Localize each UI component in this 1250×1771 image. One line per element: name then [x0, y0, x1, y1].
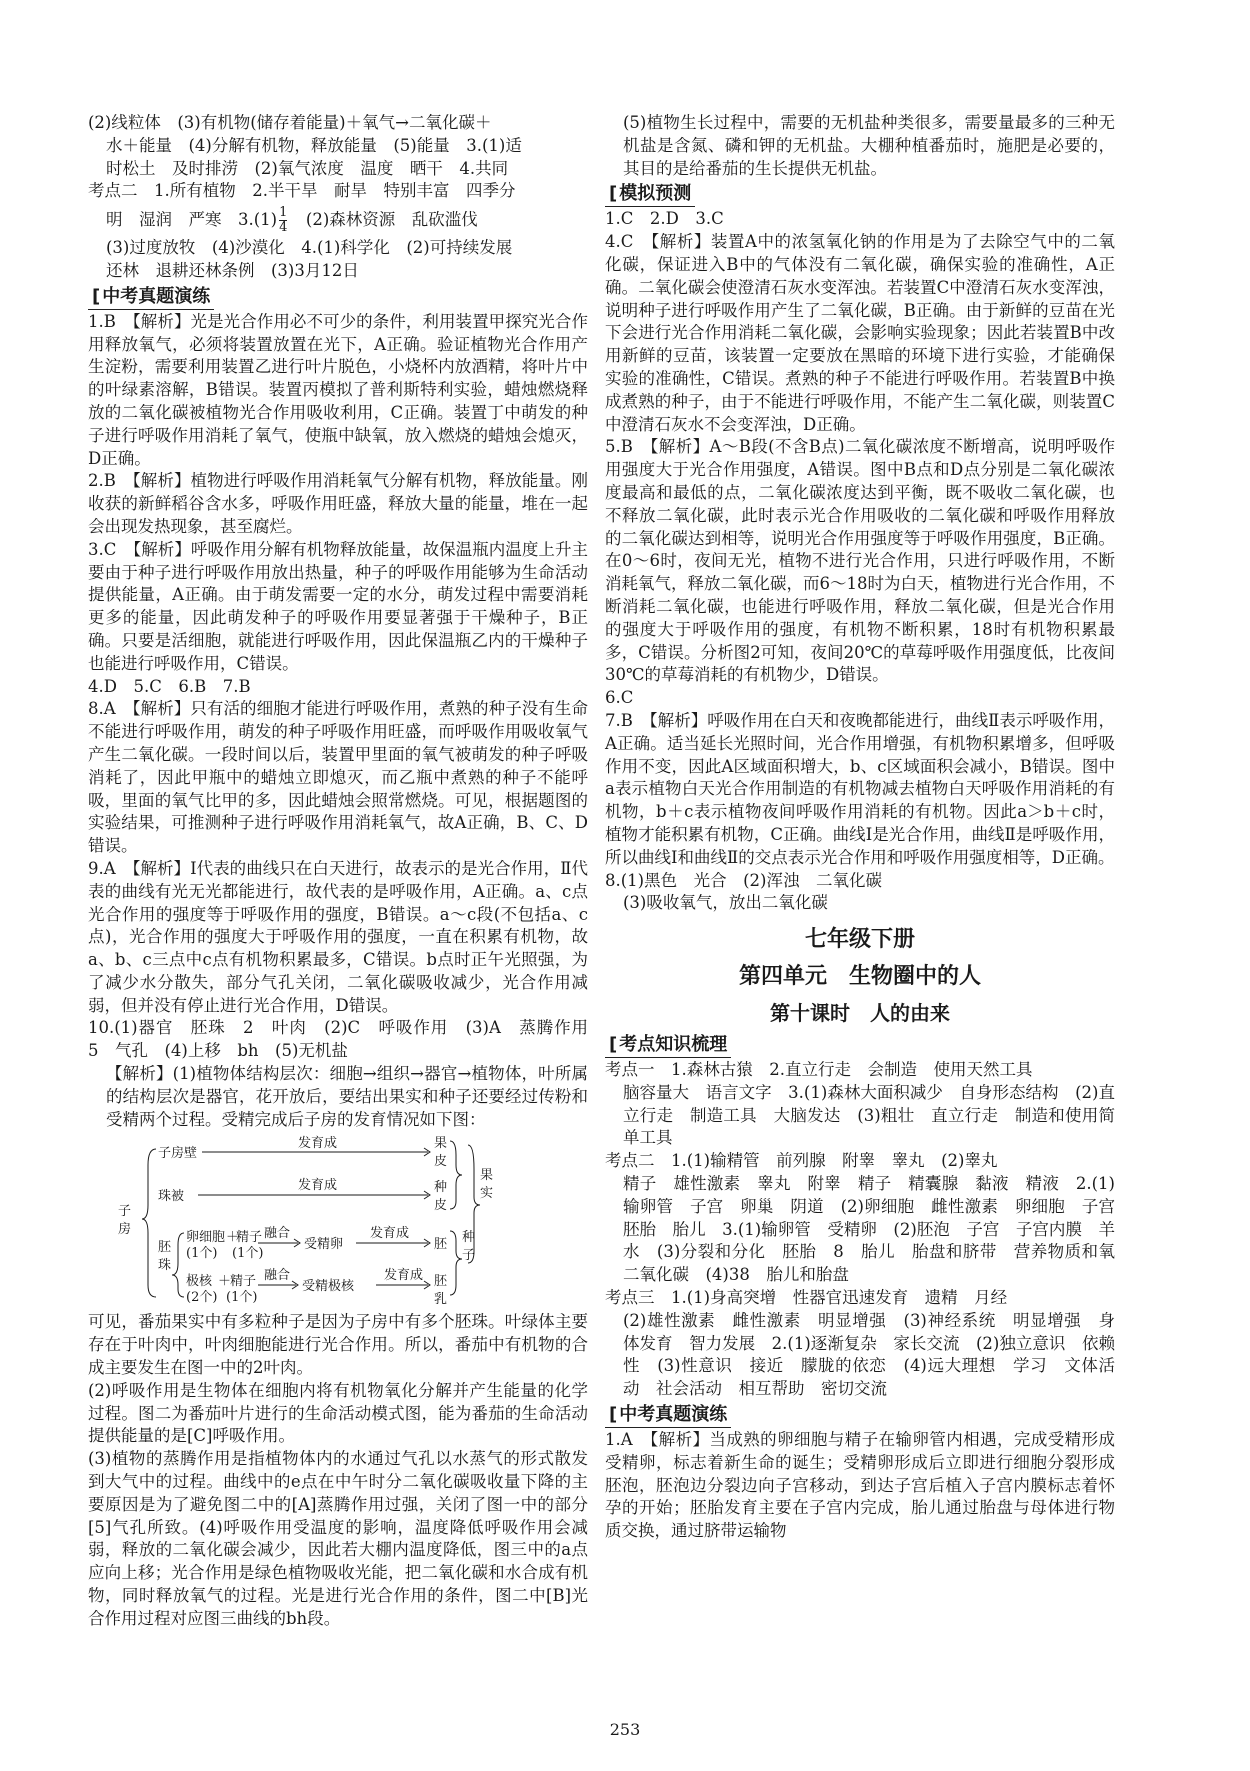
answer: 2.B 【解析】植物进行呼吸作用消耗氧气分解有机物，释放能量。刚收获的新鲜稻谷含水多，呼吸作用旺盛，释放大量的能量，堆在一起会出现发热现象，甚至腐烂。 [88, 471, 588, 536]
section-header-kaodian: [ 考点知识梳理 [605, 1033, 731, 1058]
diagram-label: 受精卵 [304, 1237, 344, 1253]
diagram-label: (1个) [186, 1246, 218, 1262]
left-column [88, 112, 605, 1631]
diagram-label: 子房壁 [158, 1146, 198, 1162]
lesson-title: 第十课时 人的由来 [770, 1001, 950, 1026]
answer: 1.B 【解析】光是光合作用必不可少的条件，利用装置甲探究光合作用释放氧气，必须将装置放置在光下，A正确。验证植物光合作用产生淀粉，需要利用装置乙进行叶片脱色，小烧杯内放酒精，将叶片中的叶绿素溶解，B错误。装置丙模拟了普利斯特利实验，蜡烛燃烧释放的二氧化碳被植物光合作用吸收利用，C正确。装置丁中萌发的种子进行呼吸作用消耗了氧气，使瓶中缺氧，放入燃烧的蜡烛会熄灭，D正确。 [88, 311, 588, 468]
answer: 9.A 【解析】Ⅰ代表的曲线只在白天进行，故表示的是光合作用，Ⅱ代表的曲线有光无光都能进行，故代表的是呼吸作用，A正确。a、c点光合作用的强度等于呼吸作用的强度，B错误。a～c段(不包括a、c点)，光合作用的强度大于呼吸作用的强度，一直在积累有机物，故a、b、c三点中c点有机物积累最多，C错误。b点时正午光照强，为了减少水分散失，部分气孔关闭，二氧化碳吸收减少，光合作用减弱，但并没有停止进行光合作用，D错误。 [88, 858, 588, 1015]
fraction: $\frac{1}{4}$ [279, 205, 288, 236]
diagram-label: 房 [118, 1222, 132, 1238]
page-number: 253 [609, 1720, 641, 1739]
answer: 4.D 5.C 6.B 7.B [88, 676, 251, 696]
answer: 5.B 【解析】A～B段(不含B点)二氧化碳浓度不断增高，说明呼吸作用强度大于光合作用强度，A错误。图中B点和D点分别是二氧化碳浓度最高和最低的点，二氧化碳浓度达到平衡，既不吸收二氧化碳，也不释放二氧化碳，此时表示光合作用吸收的二氧化碳和呼吸作用释放的二氧化碳达到相等，说明光合作用强度等于呼吸作用强度，B正确。在0～6时，夜间无光，植物不进行光合作用，只进行呼吸作用，不断消耗氧气，释放二氧化碳，而6～18时为白天，植物进行光合作用，不断消耗二氧化碳，也能进行呼吸作用，释放二氧化碳，但是光合作用的强度大于呼吸作用的强度，有机物不断积累，18时有机物积累最多，C错误。分析图2可知，夜间20℃的草莓呼吸作用强度低，比夜间30℃的草莓消耗的有机物少，D错误。 [605, 437, 1115, 685]
section-header-zhongkao: [ 中考真题演练 [88, 285, 214, 310]
diagram-label: (1个) [226, 1290, 258, 1306]
answer: 3.C 【解析】呼吸作用分解有机物释放能量，故保温瓶内温度上升主要由于种子进行呼吸作用放出热量，种子的呼吸作用能够为生命活动提供能量，A正确。由于萌发需要一定的水分，萌发过程中需要消耗更多的能量，因此萌发种子的呼吸作用要显著强于干燥种子，B正确。只要是活细胞，就能进行呼吸作用，因此保温瓶乙内的干燥种子也能进行呼吸作用，C错误。 [88, 539, 588, 673]
diagram-label: 胚 [434, 1237, 448, 1253]
diagram-label: 融合 [264, 1268, 291, 1284]
answer: 1.A 【解析】当成熟的卵细胞与精子在输卵管内相遇，完成受精形成受精卵，标志着新生命的诞生；受精卵形成后立即进行细胞分裂形成胚泡，胚泡边分裂边向子宫移动，到达子宫后植入子宫内膜标志着怀孕的开始；胚胎发育主要在子宫内完成，胎儿通过胎盘与母体进行物质交换，通过脐带运输物 [605, 1430, 1115, 1541]
answer: 6.C [605, 688, 634, 708]
kd-line: 考点二 1.(1)输精管 前列腺 附睾 睾丸 (2)睾丸 [605, 1151, 998, 1171]
section-header-zhongkao: [ 中考真题演练 [605, 1403, 731, 1428]
diagram-label: 子 [462, 1248, 476, 1264]
ovary-development-diagram [118, 1135, 558, 1307]
kd-line: 考点三 1.(1)身高突增 性器官迅速发育 遗精 月经 [605, 1288, 1008, 1308]
unit-title: 第四单元 生物圈中的人 [738, 964, 981, 990]
diagram-label: 果 [434, 1136, 448, 1152]
diagram-label: 精子 [230, 1274, 257, 1290]
diagram-label: 发育成 [370, 1226, 410, 1242]
answer: (5)植物生长过程中，需要的无机盐种类很多，需要量最多的三种无机盐是含氮、磷和钾的无机盐。大棚种植番茄时，施肥是必要的，其目的是给番茄的生长提供无机盐。 [623, 113, 1115, 178]
diagram-label: 胚 [158, 1240, 172, 1256]
diagram-label: 种 [434, 1180, 448, 1196]
diagram-label: 乳 [434, 1292, 448, 1308]
diagram-label: 卵细胞 [186, 1230, 226, 1246]
answer: (3)植物的蒸腾作用是指植物体内的水通过气孔以水蒸气的形式散发到大气中的过程。曲线中的e点在中午时分二氧化碳吸收量下降的主要原因是为了避免图二中的[A]蒸腾作用过强，关闭了图一中的部分[5]气孔所致。(4)呼吸作用受温度的影响，温度降低呼吸作用会减弱，释放的二氧化碳会减少，因此若大棚内温度降低，图三中的a点应向上移；光合作用是绿色植物吸收光能，把二氧化碳和水合成有机物，同时释放氧气的过程。光是进行光合作用的条件，图二中[B]光合作用过程对应图三曲线的bh段。 [88, 1449, 588, 1628]
diagram-label: 珠被 [158, 1189, 185, 1205]
kd-line: (2)雄性激素 雌性激素 明显增强 (3)神经系统 明显增强 身体发育 智力发展 2.(1)逐渐复杂 家长交流 (2)独立意识 依赖性 (3)性意识 接近 朦胧的依恋 (4)远大理想 学习 文体活动 社会活动 相互帮助 密切交流 [623, 1310, 1115, 1399]
answer: 1.C 2.D 3.C [605, 209, 724, 229]
answer: 【解析】(1)植物体结构层次：细胞→组织→器官→植物体，叶所属的结构层次是器官，花开放后，要结出果实和种子还要经过传粉和受精两个过程。受精完成后子房的发育情况如下图： [106, 1064, 588, 1129]
grade-title: 七年级下册 [804, 927, 915, 953]
diagram-label: 发育成 [384, 1268, 424, 1284]
answer: 4.C 【解析】装置A中的浓氢氧化钠的作用是为了去除空气中的二氧化碳，保证进入B中的气体没有二氧化碳，确保实验的准确性，A正确。二氧化碳会使澄清石灰水变浑浊。若装置C中澄清石灰水变浑浊，说明种子进行呼吸作用产生了二氧化碳，B正确。由于新鲜的豆苗在光下会进行光合作用消耗二氧化碳，会影响实验现象；因此若装置B中改用新鲜的豆苗，该装置一定要放在黑暗的环境下进行实验，才能确保实验的准确性，C错误。煮熟的种子不能进行呼吸作用。若装置B中换成煮熟的种子，由于不能进行呼吸作用，不能产生二氧化碳，则装置C中澄清石灰水不会变浑浊，D正确。 [605, 232, 1115, 434]
section-header-moni: [ 模拟预测 [605, 182, 695, 207]
diagram-label: 极核 [186, 1274, 213, 1290]
intro-line: 时松土 及时排涝 (2)氧气浓度 温度 晒干 4.共同 [106, 158, 509, 178]
diagram-label: ＋ [226, 1230, 240, 1246]
intro-line: (2)线粒体 (3)有机物(储存着能量)＋氧气→二氧化碳＋ [88, 113, 492, 132]
diagram-label: (1个) [232, 1246, 264, 1262]
kd2-line: 考点二 1.所有植物 2.半干旱 耐旱 特别丰富 四季分 [88, 181, 516, 201]
diagram-label: 发育成 [298, 1136, 338, 1152]
kd2-line-fraction: 明 湿润 严寒 3.(1) $\frac{1}{4}$ (2)森林资源 乱砍滥伐 [106, 205, 478, 236]
diagram-label: 珠 [158, 1258, 172, 1274]
diagram-label: 种 [462, 1230, 476, 1246]
diagram-label: 受精极核 [302, 1279, 355, 1295]
answer: 8.(1)黑色 光合 (2)浑浊 二氧化碳 [605, 870, 882, 890]
kd2-line: (3)过度放牧 (4)沙漠化 4.(1)科学化 (2)可持续发展 [106, 238, 513, 258]
diagram-label: 精子 [236, 1230, 263, 1246]
diagram-label: 皮 [434, 1154, 448, 1170]
answer: 8.A 【解析】只有活的细胞才能进行呼吸作用，煮熟的种子没有生命不能进行呼吸作用，萌发的种子呼吸作用旺盛，而呼吸作用吸收氧气产生二氧化碳。一段时间以后，装置甲里面的氧气被萌发的种子呼吸消耗了，因此甲瓶中的蜡烛立即熄灭，而乙瓶中煮熟的种子不能呼吸，里面的氧气比甲的多，因此蜡烛会照常燃烧。可见，根据题图的实验结果，可推测种子进行呼吸作用消耗氧气，故A正确，B、C、D错误。 [88, 699, 588, 856]
diagram-label: (2个) [186, 1290, 218, 1306]
right-column [605, 112, 1132, 1543]
answer: 7.B 【解析】呼吸作用在白天和夜晚都能进行，曲线Ⅱ表示呼吸作用，A正确。适当延长光照时间，光合作用增强，有机物积累增多，但呼吸作用不变，因此A区域面积增大，b、c区域面积会减小，B错误。图中a表示植物白天光合作用制造的有机物减去植物白天呼吸作用消耗的有机物，b＋c表示植物夜间呼吸作用消耗的有机物。因此a＞b＋c时，植物才能积累有机物，C正确。曲线Ⅰ是光合作用，曲线Ⅱ是呼吸作用，所以曲线Ⅰ和曲线Ⅱ的交点表示光合作用和呼吸作用强度相等，D正确。 [605, 710, 1115, 867]
diagram-label: 子 [118, 1204, 132, 1220]
intro-line: 水＋能量 (4)分解有机物，释放能量 (5)能量 3.(1)适 [106, 135, 522, 155]
diagram-label: 皮 [434, 1198, 448, 1214]
diagram-label: 发育成 [298, 1178, 338, 1194]
answer: (2)呼吸作用是生物体在细胞内将有机物氧化分解并产生能量的化学过程。图二为番茄叶片进行的生命活动模式图，能为番茄的生命活动提供能量的是[C]呼吸作用。 [88, 1380, 588, 1446]
diagram-label: 胚 [434, 1274, 448, 1290]
answer: 可见，番茄果实中有多粒种子是因为子房中有多个胚珠。叶绿体主要存在于叶肉中，叶肉细胞能进行光合作用。所以，番茄中有机物的合成主要发生在图一中的2叶肉。 [88, 1312, 588, 1378]
diagram-label: 果 [480, 1168, 494, 1184]
kd-line: 考点一 1.森林古猿 2.直立行走 会制造 使用天然工具 [605, 1060, 1033, 1080]
kd-line: 脑容量大 语言文字 3.(1)森林大面积减少 自身形态结构 (2)直立行走 制造工具 大脑发达 (3)粗壮 直立行走 制造和使用简单工具 [623, 1082, 1115, 1148]
diagram-label: 融合 [264, 1226, 291, 1242]
kd2-line: 还林 退耕还林条例 (3)3月12日 [106, 260, 359, 280]
kd-line: 精子 雄性激素 睾丸 附睾 精子 精囊腺 黏液 精液 2.(1)输卵管 子宫 卵巢 阴道 (2)卵细胞 雌性激素 卵细胞 子宫 胚胎 胎儿 3.(1)输卵管 受精卵 (2)胚泡 子宫 子宫内膜 羊水 (3)分裂和分化 胚胎 8 胎儿 胎盘和脐带 营养物质和氧 二氧化碳 (4)38 胎儿和胎盘 [623, 1174, 1132, 1285]
diagram-label: ＋ [218, 1274, 232, 1290]
answer: 10.(1)器官 胚珠 2 叶肉 (2)C 呼吸作用 (3)A 蒸腾作用 5 气孔 (4)上移 bh (5)无机盐 [88, 1018, 605, 1061]
diagram-label: 实 [480, 1186, 494, 1202]
answer: (3)吸收氧气，放出二氧化碳 [623, 893, 828, 913]
